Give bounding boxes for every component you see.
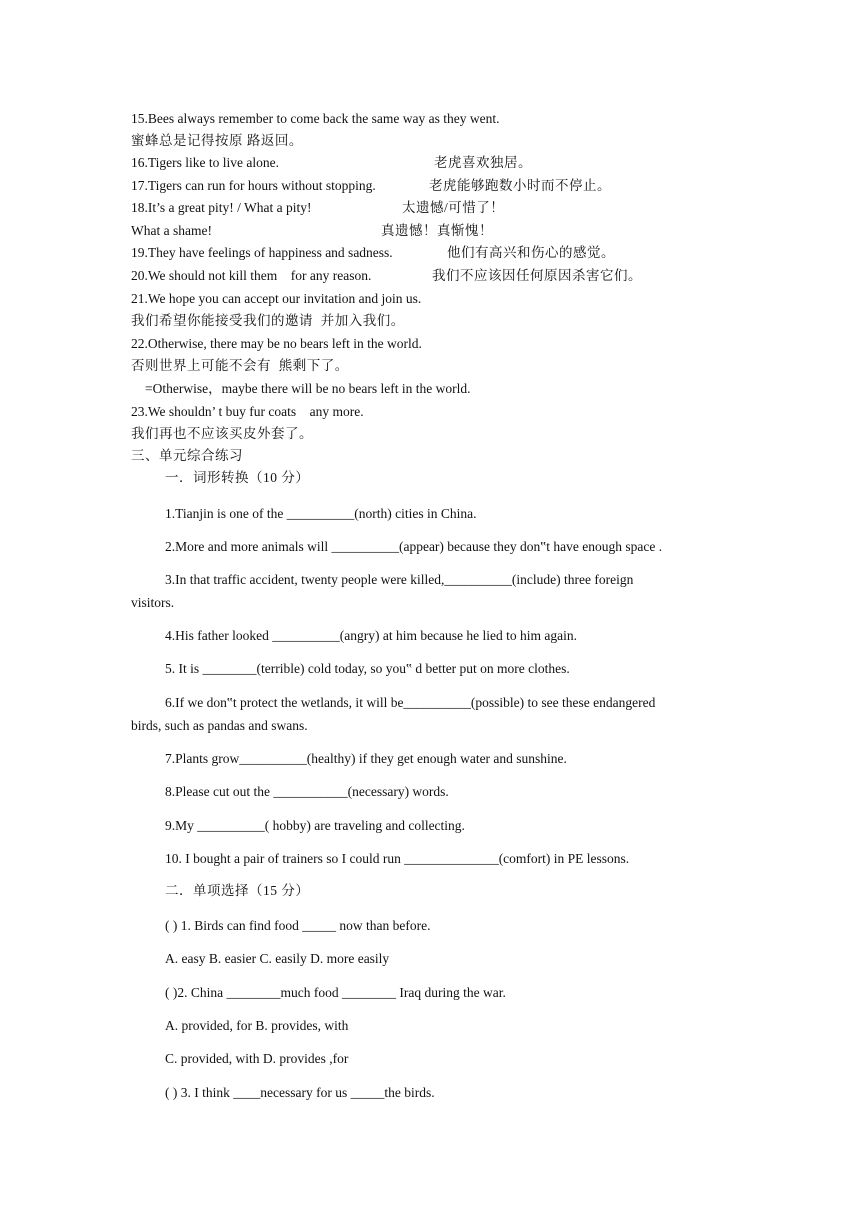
- phrase-22-alt-en: =Otherwise，maybe there will be no bears left in the world.: [145, 381, 471, 396]
- part1-item-4: 4.His father looked __________(angry) at him because he lied to him again.: [165, 628, 578, 643]
- part1-item-2: 2.More and more animals will __________(appear) because they don‟t have enough space .: [165, 539, 663, 554]
- phrase-17-en: 17.Tigers can run for hours without stopping.: [131, 178, 376, 193]
- part1-item-9: 9.My __________( hobby) are traveling and collecting.: [165, 818, 465, 833]
- phrase-23-zh: 我们再也不应该买皮外套了。: [131, 426, 313, 441]
- part2-q2-options-cd: C. provided, with D. provides ,for: [165, 1051, 349, 1066]
- section-title: 三、单元综合练习: [131, 448, 243, 463]
- phrase-shame-en: What a shame!: [131, 223, 212, 238]
- part1-item-7: 7.Plants grow__________(healthy) if they get enough water and sunshine.: [165, 751, 567, 766]
- part2-q1: ( ) 1. Birds can find food _____ now than before.: [165, 918, 431, 933]
- phrase-16-zh: 老虎喜欢独居。: [434, 155, 532, 170]
- phrase-21-en: 21.We hope you can accept our invitation and join us.: [131, 291, 422, 306]
- phrase-15-zh: 蜜蜂总是记得按原 路返回。: [131, 133, 303, 148]
- part1-item-10: 10. I bought a pair of trainers so I could run ______________(comfort) in PE lessons.: [165, 851, 630, 866]
- phrase-16-en: 16.Tigers like to live alone.: [131, 155, 279, 170]
- part1-item-1: 1.Tianjin is one of the __________(north) cities in China.: [165, 506, 477, 521]
- phrase-20-en: 20.We should not kill them for any reason.: [131, 268, 372, 283]
- part1-item-6-cont: birds, such as pandas and swans.: [131, 718, 308, 733]
- part1-item-8: 8.Please cut out the ___________(necessary) words.: [165, 784, 449, 799]
- part1-item-3: 3.In that traffic accident, twenty people were killed,__________(include) three foreign: [165, 572, 634, 587]
- phrase-18-en: 18.It’s a great pity! / What a pity!: [131, 200, 312, 215]
- phrase-18-zh: 太遗憾/可惜了！: [402, 200, 505, 215]
- phrase-19-zh: 他们有高兴和伤心的感觉。: [447, 245, 615, 260]
- phrase-22-en: 22.Otherwise, there may be no bears left in the world.: [131, 336, 422, 351]
- phrase-19-en: 19.They have feelings of happiness and sadness.: [131, 245, 393, 260]
- part2-heading: 二．单项选择（15 分）: [165, 883, 310, 898]
- phrase-15-en: 15.Bees always remember to come back the same way as they went.: [131, 111, 500, 126]
- part1-item-3-cont: visitors.: [131, 595, 175, 610]
- phrase-22-zh: 否则世界上可能不会有 熊剩下了。: [131, 358, 349, 373]
- phrase-20-zh: 我们不应该因任何原因杀害它们。: [432, 268, 642, 283]
- part2-q2: ( )2. China ________much food ________ Iraq during the war.: [165, 985, 506, 1000]
- part1-heading: 一．词形转换（10 分）: [165, 470, 310, 485]
- part1-item-5: 5. It is ________(terrible) cold today, so you‟ d better put on more clothes.: [165, 661, 570, 676]
- part2-q3: ( ) 3. I think ____necessary for us _____the birds.: [165, 1085, 435, 1100]
- part2-q2-options-ab: A. provided, for B. provides, with: [165, 1018, 349, 1033]
- phrase-shame-zh: 真遗憾！真惭愧！: [381, 223, 493, 238]
- phrase-23-en: 23.We shouldn’ t buy fur coats any more.: [131, 404, 364, 419]
- part1-item-6: 6.If we don‟t protect the wetlands, it will be__________(possible) to see these endangered: [165, 695, 656, 710]
- part2-q1-options: A. easy B. easier C. easily D. more easily: [165, 951, 390, 966]
- phrase-17-zh: 老虎能够跑数小时而不停止。: [429, 178, 611, 193]
- phrase-21-zh: 我们希望你能接受我们的邀请 并加入我们。: [131, 313, 405, 328]
